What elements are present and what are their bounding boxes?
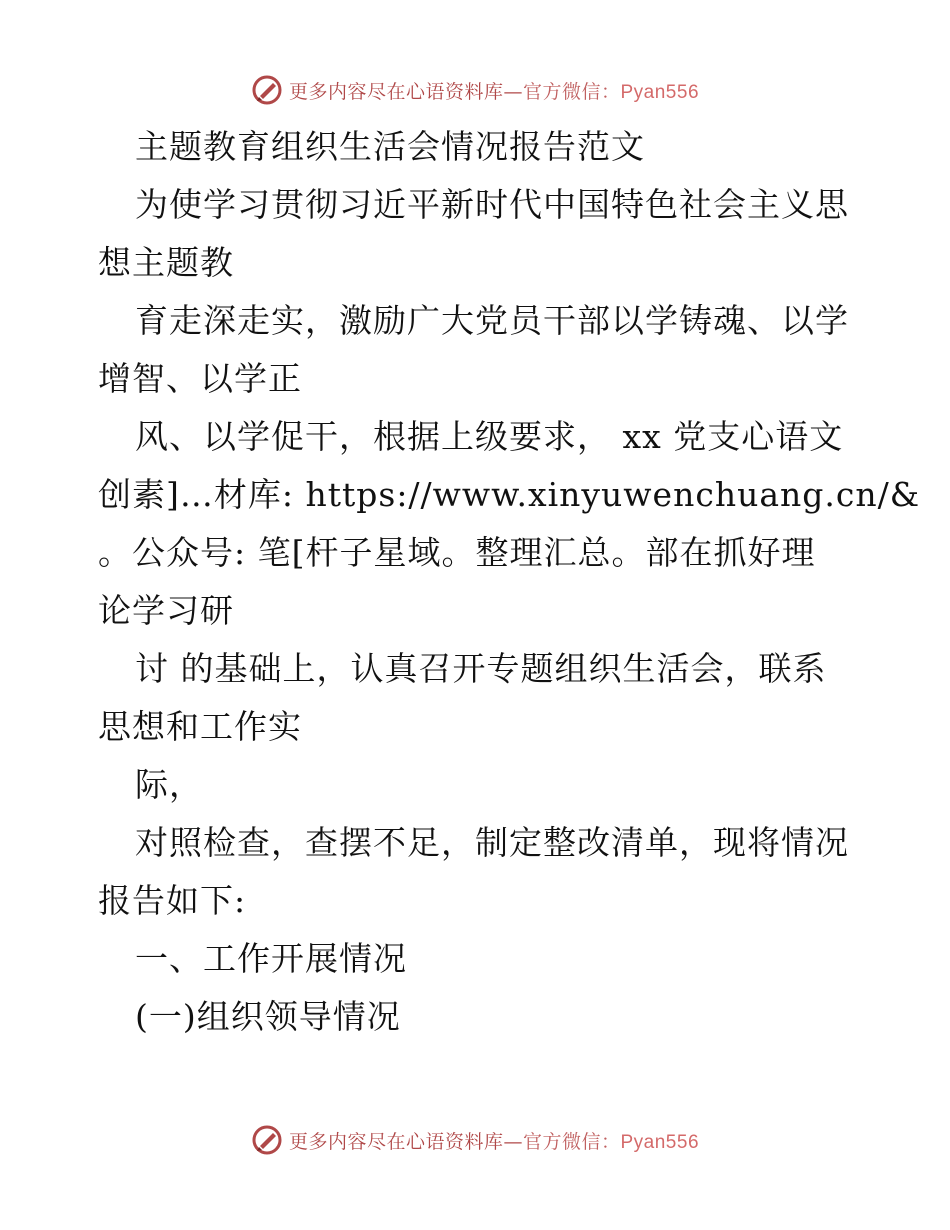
document-title: 主题教育组织生活会情况报告范文: [135, 127, 645, 166]
body-line: 。公众号: 笔[杆子星域。整理汇总。部在抓好理: [98, 533, 816, 572]
body-line: 风、以学促干，根据上级要求， xx 党支心语文: [135, 417, 844, 456]
subsection-heading: (一)组织领导情况: [135, 997, 401, 1036]
footer-watermark: [0, 1120, 950, 1160]
body-line: 际，: [135, 765, 203, 804]
body-line: 育走深走实，激励广大党员干部以学铸魂、以学: [135, 301, 849, 340]
section-heading: 一、工作开展情况: [135, 939, 407, 978]
body-line: 对照检查，查摆不足，制定整改清单，现将情况: [135, 823, 849, 862]
body-line: 创素]…材库: https://www.xinyuwenchuang.cn/&: [98, 475, 921, 514]
body-line: 论学习研: [98, 591, 234, 630]
body-line: 想主题教: [98, 243, 234, 282]
body-line: 讨 的基础上，认真召开专题组织生活会，联系: [135, 649, 827, 688]
body-line: 增智、以学正: [98, 359, 302, 398]
brand-logo-icon: [251, 1124, 283, 1156]
body-line: 为使学习贯彻习近平新时代中国特色社会主义思: [135, 185, 849, 224]
header-watermark: [0, 70, 950, 110]
watermark-text: 更多内容尽在心语资料库—官方微信：Pyan556: [288, 80, 700, 103]
body-line: 思想和工作实: [98, 707, 302, 746]
body-line: 报告如下:: [98, 881, 247, 920]
brand-logo-icon: [251, 74, 283, 106]
watermark-text: 更多内容尽在心语资料库—官方微信：Pyan556: [288, 1130, 700, 1153]
